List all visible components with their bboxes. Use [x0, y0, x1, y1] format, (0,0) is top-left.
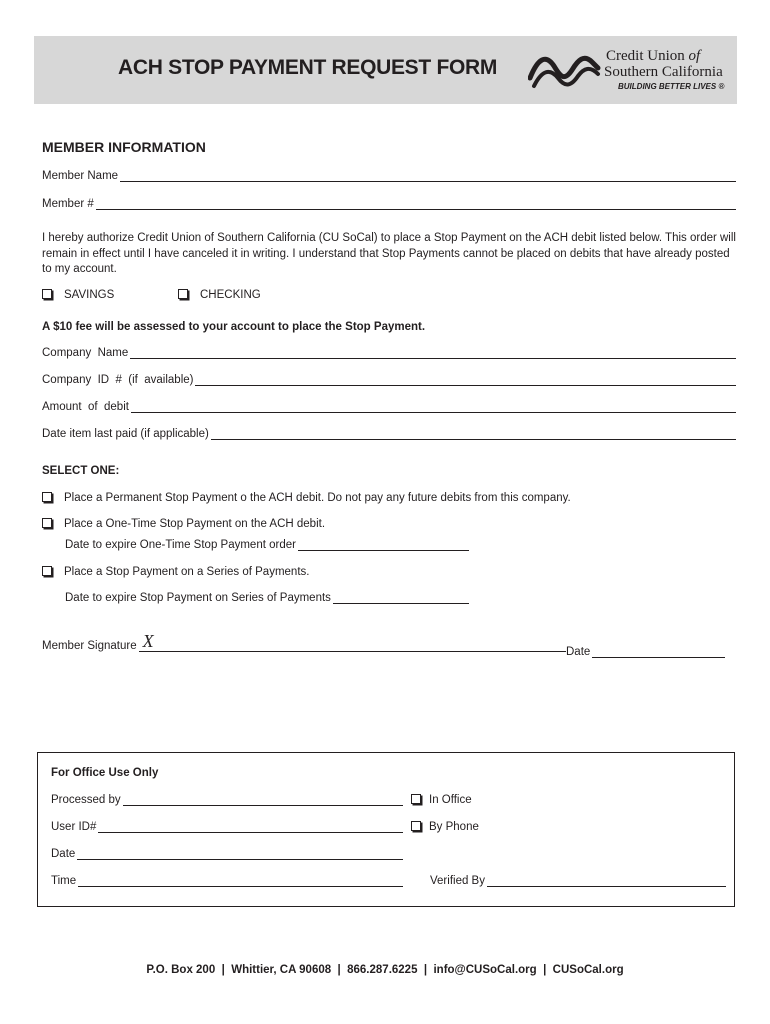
in-office-label: In Office	[429, 794, 472, 806]
user-id-field[interactable]	[51, 821, 403, 833]
amount-field[interactable]	[42, 401, 736, 413]
logo-line1-of: of	[688, 48, 701, 64]
by-phone-option[interactable]	[411, 821, 479, 833]
authorization-text: I hereby authorize Credit Union of Southern California (CU SoCal) to place a Stop Payment on the ACH debit listed below. This order will remain in effect until I have canceled it in writing. I understand that Stop Payments cannot be placed on debits that have already posted to my account.	[42, 232, 736, 275]
one-time-expire-label: Date to expire One-Time Stop Payment order	[65, 539, 296, 551]
office-use-title: For Office Use Only	[51, 767, 159, 779]
form-header	[34, 36, 737, 104]
in-office-checkbox[interactable]	[411, 794, 421, 804]
processed-by-label: Processed by	[51, 794, 121, 806]
logo-line2: Southern California	[604, 64, 723, 80]
checking-option[interactable]	[178, 289, 261, 301]
signature-date-label: Date	[566, 646, 591, 658]
logo-line1: Credit Union	[606, 48, 685, 64]
credit-union-logo	[528, 44, 728, 96]
one-time-stop-checkbox[interactable]	[42, 518, 52, 528]
date-paid-field[interactable]	[42, 428, 736, 440]
by-phone-checkbox[interactable]	[411, 821, 421, 831]
office-time-label: Time	[51, 875, 77, 887]
amount-label: Amount of debit	[42, 401, 129, 413]
one-time-stop-option[interactable]	[42, 518, 325, 530]
office-use-box	[37, 752, 735, 907]
member-number-label: Member #	[42, 198, 94, 210]
one-time-expire-field[interactable]	[65, 539, 469, 551]
company-name-field[interactable]	[42, 347, 736, 359]
signature-date-field[interactable]	[566, 646, 725, 658]
checking-checkbox[interactable]	[178, 289, 188, 299]
series-expire-field[interactable]	[65, 592, 469, 604]
office-time-field[interactable]	[51, 875, 403, 887]
savings-option[interactable]	[42, 289, 114, 301]
verified-by-label: Verified By	[430, 875, 485, 887]
fee-notice: A $10 fee will be assessed to your account to place the Stop Payment.	[42, 321, 426, 333]
permanent-stop-option[interactable]	[42, 492, 571, 504]
select-one-title: SELECT ONE:	[42, 465, 120, 477]
savings-label: SAVINGS	[64, 289, 115, 301]
date-paid-label: Date item last paid (if applicable)	[42, 428, 209, 440]
permanent-stop-checkbox[interactable]	[42, 492, 52, 502]
permanent-stop-label: Place a Permanent Stop Payment o the ACH debit. Do not pay any future debits from this company.	[64, 492, 571, 504]
office-date-label: Date	[51, 848, 76, 860]
company-id-field[interactable]	[42, 374, 736, 386]
one-time-stop-label: Place a One-Time Stop Payment on the ACH debit.	[64, 518, 326, 530]
verified-by-field[interactable]	[430, 875, 726, 887]
wave-logo-icon	[528, 48, 602, 92]
member-info-title: MEMBER INFORMATION	[42, 139, 206, 155]
member-name-label: Member Name	[42, 170, 119, 182]
company-id-label: Company ID # (if available)	[42, 374, 194, 386]
member-signature-label: Member Signature	[42, 640, 137, 652]
processed-by-field[interactable]	[51, 794, 403, 806]
series-stop-label: Place a Stop Payment on a Series of Payments.	[64, 566, 310, 578]
company-name-label: Company Name	[42, 347, 129, 359]
series-expire-label: Date to expire Stop Payment on Series of Payments	[65, 592, 331, 604]
checking-label: CHECKING	[200, 289, 261, 301]
footer-contact: P.O. Box 200 | Whittier, CA 90608 | 866.287.6225 | info@CUSoCal.org | CUSoCal.org	[146, 964, 624, 976]
savings-checkbox[interactable]	[42, 289, 52, 299]
in-office-option[interactable]	[411, 794, 472, 806]
member-number-field[interactable]	[42, 198, 736, 210]
by-phone-label: By Phone	[429, 821, 479, 833]
signature-x-mark: X	[142, 631, 154, 651]
office-date-field[interactable]	[51, 848, 403, 860]
user-id-label: User ID#	[51, 821, 97, 833]
form-title: ACH STOP PAYMENT REQUEST FORM	[118, 56, 498, 79]
series-stop-option[interactable]	[42, 566, 309, 578]
member-name-field[interactable]	[42, 170, 736, 182]
logo-tagline: BUILDING BETTER LIVES ®	[618, 82, 725, 91]
member-signature-field[interactable]	[42, 631, 566, 652]
series-stop-checkbox[interactable]	[42, 566, 52, 576]
